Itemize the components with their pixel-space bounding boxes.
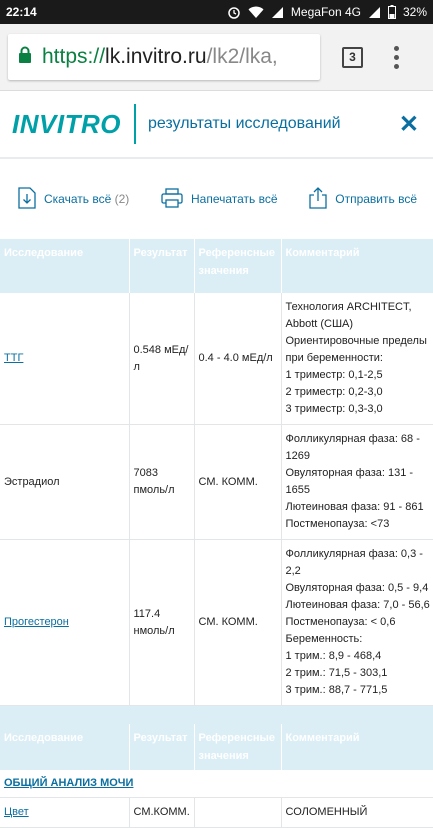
header-reference: Референсные значения xyxy=(194,724,281,770)
comment-line: 1 триместр: 0,1-2,5 xyxy=(285,369,383,381)
result-value: СМ.КОММ. xyxy=(129,797,194,827)
menu-dot xyxy=(394,46,399,51)
comment-line: 2,2 xyxy=(285,565,301,577)
url-path: /lk2/lka, xyxy=(206,45,278,68)
results-table xyxy=(0,239,433,828)
actions-bar xyxy=(0,159,433,239)
test-link-ttg[interactable]: ТТГ xyxy=(4,352,24,364)
result-value: 117.4 нмоль/л xyxy=(129,540,194,706)
page-title: результаты исследований xyxy=(147,115,341,132)
comment-line: Фолликулярная фаза: 68 - xyxy=(285,433,420,445)
reference-value xyxy=(194,797,281,827)
group-link-urinalysis[interactable]: ОБЩИЙ АНАЛИЗ МОЧИ xyxy=(4,776,134,789)
comment-cell xyxy=(281,540,433,706)
table-header-row-2 xyxy=(0,724,433,770)
carrier-label: MegaFon 4G xyxy=(290,5,361,19)
tab-switcher-button[interactable]: 3 xyxy=(342,47,363,68)
app-header xyxy=(0,91,433,159)
test-name-estradiol: Эстрадиол xyxy=(0,425,129,540)
wifi-icon xyxy=(248,6,264,19)
download-label: Скачать всё xyxy=(44,192,112,206)
reference-value: 0.4 - 4.0 мЕд/л xyxy=(194,293,281,425)
comment-line: Беременность: xyxy=(285,633,363,645)
table-row xyxy=(0,540,433,706)
comment-cell xyxy=(281,425,433,540)
download-count: (2) xyxy=(114,192,130,206)
comment-line: Abbott (США) xyxy=(285,318,354,330)
download-all-button[interactable] xyxy=(18,187,129,212)
menu-dot xyxy=(394,64,399,69)
table-header-row xyxy=(0,239,433,293)
comment-line: Овуляторная фаза: 0,5 - 9,4 xyxy=(285,582,429,594)
address-bar[interactable] xyxy=(8,34,320,80)
comment-line: Технология ARCHITECT, xyxy=(285,301,412,313)
browser-menu-button[interactable] xyxy=(393,46,399,69)
header-result: Результат xyxy=(129,724,194,770)
comment-line: Ориентировочные пределы xyxy=(285,335,427,347)
table-row xyxy=(0,797,433,827)
share-icon xyxy=(309,187,327,212)
signal-icon-2 xyxy=(368,6,381,19)
print-all-button[interactable] xyxy=(161,188,278,211)
alarm-icon xyxy=(227,5,241,19)
header-reference: Референсные значения xyxy=(194,239,281,293)
comment-line: 1269 xyxy=(285,450,310,462)
send-all-button[interactable] xyxy=(309,187,417,212)
test-link-color[interactable]: Цвет xyxy=(4,805,29,818)
result-value: 7083 пмоль/л xyxy=(129,425,194,540)
header-comment: Комментарий xyxy=(285,247,360,259)
close-button[interactable]: ✕ xyxy=(398,110,419,138)
battery-percent: 32% xyxy=(402,5,427,19)
comment-line: Лютеиновая фаза: 91 - 861 xyxy=(285,501,424,513)
invitro-logo[interactable]: INVITRO xyxy=(12,108,121,139)
table-row xyxy=(0,293,433,425)
menu-dot xyxy=(394,55,399,60)
comment-line: Постменопауза: <73 xyxy=(285,518,390,530)
url-scheme: https:// xyxy=(42,45,106,68)
comment-cell: СОЛОМЕННЫЙ xyxy=(281,797,433,827)
comment-line: 1 трим.: 8,9 - 468,4 xyxy=(285,650,382,662)
header-test: Исследование xyxy=(0,239,129,293)
section-gap xyxy=(0,706,433,724)
header-comment: Комментарий xyxy=(285,731,360,744)
reference-value: СМ. КОММ. xyxy=(194,425,281,540)
comment-line: 3 трим.: 88,7 - 771,5 xyxy=(285,684,388,696)
comment-line: 2 трим.: 71,5 - 303,1 xyxy=(285,667,388,679)
status-icons xyxy=(227,5,427,19)
signal-icon xyxy=(271,6,284,19)
comment-line: Овуляторная фаза: 131 - xyxy=(285,467,414,479)
comment-line: Фолликулярная фаза: 0,3 - xyxy=(285,548,423,560)
download-icon xyxy=(18,187,36,212)
print-label: Напечатать всё xyxy=(190,192,278,206)
browser-toolbar xyxy=(0,24,433,91)
comment-line: 2 триместр: 0,2-3,0 xyxy=(285,386,383,398)
lock-icon xyxy=(18,45,32,69)
url-host: lk.invitro.ru xyxy=(105,45,207,68)
table-row xyxy=(0,425,433,540)
header-divider xyxy=(134,104,136,144)
result-value: 0.548 мЕд/л xyxy=(129,293,194,425)
status-time: 22:14 xyxy=(6,5,37,19)
send-label: Отправить всё xyxy=(335,192,417,206)
comment-line: Лютеиновая фаза: 7,0 - 56,6 xyxy=(285,599,430,611)
group-row xyxy=(0,770,433,798)
comment-line: 3 триместр: 0,3-3,0 xyxy=(285,403,383,415)
status-bar xyxy=(0,0,433,24)
header-test: Исследование xyxy=(0,724,129,770)
battery-icon xyxy=(388,5,396,19)
test-link-progesterone[interactable]: Прогестерон xyxy=(4,616,69,628)
reference-value: СМ. КОММ. xyxy=(194,540,281,706)
printer-icon xyxy=(161,188,183,211)
comment-line: Постменопауза: < 0,6 xyxy=(285,616,396,628)
comment-line: при беременности: xyxy=(285,352,383,364)
comment-line: 1655 xyxy=(285,484,310,496)
comment-cell xyxy=(281,293,433,425)
header-result: Результат xyxy=(129,239,194,293)
